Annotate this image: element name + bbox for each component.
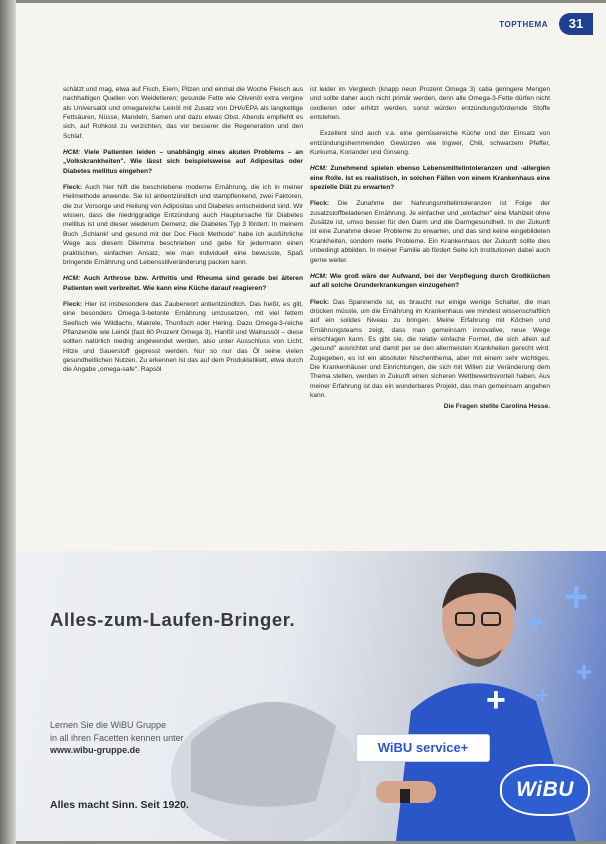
plus-decoration-icon: + bbox=[486, 681, 506, 719]
plus-decoration-icon: + bbox=[564, 573, 589, 620]
interview-answer bbox=[63, 300, 303, 375]
ad-website-link[interactable]: www.wibu-gruppe.de bbox=[50, 745, 141, 755]
magazine-spine bbox=[0, 0, 16, 844]
interview-question bbox=[63, 148, 303, 176]
paragraph: Exzellent sind auch v.a. eine gemüsereiche Küche und der Einsatz von entzündungshemmenden Gewürzen wie Ingwer, Chili, schwarzem Pfeffer, Kurkuma, Koriander und Ginseng. bbox=[310, 130, 550, 157]
question-text: Viele Patienten leiden – unabhängig eines akuten Problems – an „Volkskrankheiten". Wie lässt sich beispielsweise auf Adipositas oder Diabetes mellitus eingehen? bbox=[63, 149, 303, 175]
ad-intro-text bbox=[50, 719, 184, 757]
answer-lead: Fleck: bbox=[310, 298, 330, 306]
interview-question bbox=[310, 164, 550, 192]
wibu-logo: WiBU bbox=[500, 764, 590, 816]
plus-decoration-icon: + bbox=[526, 606, 544, 639]
answer-text: Das Spannende ist, es braucht nur einige wenige Schalter, die man drücken müsste, um die Ernährung im Krankenhaus wie mindest wissenschaftlich auf ein solides Niveau zu bringen. Meine Erfahrung mit Köchen und Ernährungsteams zeigt, dass man gemeinsam innovative, neue Wege einschlagen kann. Es gibt sie, die relativ einfache Formel, die sich allein auf „gesund" ausrichtet und damit per se den allermeisten Krankheiten gerecht wird. Zugegeben, es ist ein absoluter Nischenthema, aber mit einem sehr wichtiges. Die Krankenhäuser und Einrichtungen, die sich mit Willen zur Veränderung dem Thema stellen, werden in Zukunft einen sicheren Wettbewerbsvorteil haben. Aus meiner Erfahrung ist das ein wunderbares Projekt, das man gemeinsam angehen kann. bbox=[310, 298, 550, 399]
question-text: Auch Arthrose bzw. Arthritis und Rheuma sind gerade bei älteren Patienten weit verbreitet. Wie kann eine Küche darauf reagieren? bbox=[63, 275, 304, 292]
interview-question bbox=[310, 272, 550, 291]
answer-lead: Fleck: bbox=[63, 184, 83, 192]
wibu-service-badge: WiBU service+ bbox=[356, 734, 490, 762]
ad-intro-line: in all ihren Facetten kennen unter bbox=[50, 732, 184, 743]
interview-answer bbox=[63, 183, 303, 267]
ad-intro-line: Lernen Sie die WiBU Gruppe bbox=[50, 720, 167, 730]
interview-answer bbox=[310, 298, 550, 401]
interview-question bbox=[63, 274, 303, 293]
paragraph: ist leider im Vergleich (knapp neun Prozent Omega 3) catia geringere Mengen und sollte daher auch nicht primär werden, denn alle Omega-3-Fette dürfen nicht oxidieren oder erhitzt werden, sonst würden entzündungsfördernde Stoffe entstehen. bbox=[310, 86, 550, 122]
wibu-advertisement bbox=[16, 551, 606, 841]
page-number-badge: 31 bbox=[559, 13, 593, 35]
section-label: TOPTHEMA bbox=[499, 20, 548, 29]
paragraph: schätzt und mag, etwa auf Fisch, Eiern, Pilzen und einmal die Woche Fleisch aus nachhaltigen Quellen von Weidetieren; gesunde Fette wie Olivenöl extra vergine als Universalöl und omegareiche Leinöl mit Zusatz von DHA/EPA als langkettige Fettsäuren, Nüsse, Mandeln, Samen und dazu etwas Obst. Abends empfiehlt es sich, auf Rohkost zu verzichten, das vor besserer die Regeneration und den Schlaf. bbox=[63, 86, 303, 140]
question-prefix: HCM: bbox=[310, 165, 328, 173]
plus-decoration-icon: + bbox=[536, 683, 549, 708]
interview-credit: Die Fragen stellte Carolina Hesse. bbox=[443, 403, 550, 411]
ad-headline: Alles-zum-Laufen-Bringer. bbox=[50, 609, 296, 630]
question-prefix: HCM: bbox=[310, 272, 328, 280]
answer-lead: Fleck: bbox=[63, 300, 83, 308]
question-text: Wie groß wäre der Aufwand, bei der Verpflegung durch Großküchen auf all solche Grunderkrankungen einzugehen? bbox=[310, 272, 550, 290]
question-prefix: HCM: bbox=[63, 149, 81, 157]
answer-text: Die Zunahme der Nahrungsmittelintoleranzen ist Folge der zusatzstoffbeladenen Ernährung. Je einfacher und „einfacher" eine Mahlzeit ohne Zusätze ist, umso besser für den Darm und die Darmgesundheit. In der Zukunft ist eine Zunahme dieser Probleme zu erwarten, und das sind keine eingebildeten Krankheiten, sondern reelle Probleme. Ein Krankenhaus der Zukunft sollte dies unbedingt abbilden. In meiner Familie ab fördert Seite ich Institutionen dabei auch gerne weiter. bbox=[310, 200, 550, 264]
answer-text: Hier ist insbesondere das Zauberwort antientzündlich. Das heißt, es gilt, eine besonders Omega-3-betonte Ernährung umzusetzen, mit viel fettem Seefisch wie Wildlachs, Makrele, Thunfisch oder Hering. Dazu Omega-3-reiche Pflanzenöle wie Leinöl (fast 60 Prozent Omega 3), Hanföl und Walnussöl – diese sollten natürlich niedrig angewendet werden, also unter Ausschluss von Licht, Hitze und Sauerstoff gepresst werden. Nur so nur das Öl seine vielen gesundheitlichen Nutzen. Zu erkennen ist das auf dem Produktetikett, etwa durch die Angabe „omega-safe". Rapsöl bbox=[63, 300, 303, 374]
magazine-page bbox=[16, 3, 606, 841]
question-text: Zunehmend spielen ebenso Lebensmittelintoleranzen und -allergien eine Rolle. Ist es realistisch, in solchen Fällen von einem Krankenhaus eine spezielle Diät zu erwarten? bbox=[310, 165, 550, 192]
ad-slogan: Alles macht Sinn. Seit 1920. bbox=[50, 799, 189, 811]
plus-decoration-icon: + bbox=[576, 656, 593, 687]
answer-lead: Fleck: bbox=[310, 200, 330, 208]
interview-answer bbox=[310, 199, 550, 264]
answer-text: Auch hier hilft die beschriebene moderne Ernährung, die ich in meiner Heilmethode anwende. Sie ist antientzündlich und stampflenkend, zwei Faktoren, die zur Vorsorge und Heilung von Adipositas und Diabetes entscheidend sind. Wir wissen, dass die niedriggradige Entzündung auch Hauptursache für Diabetes mellitus ist und dieser wiederum Demenz, die Diabetes Typ 3 fördert. In meinem Buch „Schlank! und gesund mit der Doc Fleck Methode" habe ich ausführliche Wege aus diesem Dilemma beschrieben und gebe für jedermann einen praktischen, einfachen Ansatz, wie man individuell eine bewusste, Spaß bringende Ernährung und Lebensstilveränderung packen kann. bbox=[63, 184, 303, 266]
article-column-right bbox=[310, 85, 550, 412]
question-prefix: HCM: bbox=[63, 275, 81, 283]
article-column-left bbox=[63, 85, 303, 382]
